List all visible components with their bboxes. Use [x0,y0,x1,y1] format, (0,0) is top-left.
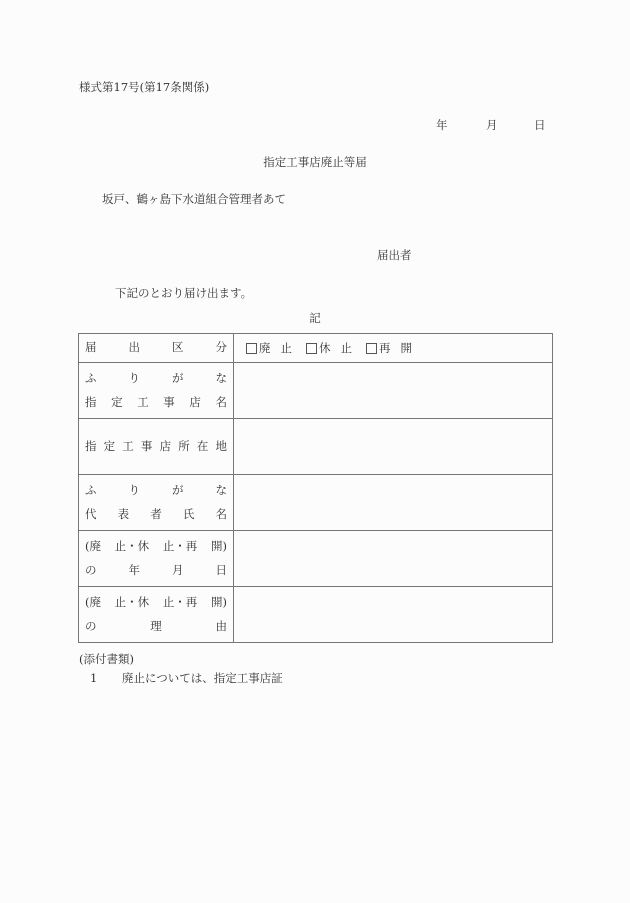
date-year: 年 [436,118,448,132]
ki-heading: 記 [309,311,321,325]
table-row [79,363,553,419]
option-abolish[interactable]: 廃 止 [246,340,292,356]
contractor-name-field[interactable] [234,363,553,419]
label-contractor-name: ふ り が な 指 定 工 事 店 名 [79,363,234,419]
label-reason: (廃 止・休 止・再 開) の 理 由 [79,587,234,643]
contractor-address-field[interactable] [234,419,553,475]
date-line [436,120,546,132]
date-day: 日 [534,118,546,132]
checkbox-icon[interactable] [306,343,317,354]
form-number: 様式第17号(第17条関係) [79,80,210,94]
effective-date-field[interactable] [234,531,553,587]
notification-table [78,333,553,643]
notification-type-options [234,334,553,363]
option-suspend[interactable]: 休 止 [306,340,352,356]
table-row [79,531,553,587]
table-row [79,475,553,531]
reason-field[interactable] [234,587,553,643]
attachment-text: 廃止については、指定工事店証 [122,671,283,685]
attachments-heading: (添付書類) [79,652,134,666]
representative-name-field[interactable] [234,475,553,531]
label-representative-name: ふ り が な 代 表 者 氏 名 [79,475,234,531]
label-contractor-address: 指 定 工 事 店 所 在 地 [79,419,234,475]
checkbox-icon[interactable] [246,343,257,354]
attachment-item [90,673,283,685]
checkbox-icon[interactable] [366,343,377,354]
option-resume[interactable]: 再 開 [366,340,412,356]
intro-text: 下記のとおり届け出ます。 [115,286,253,300]
table-row [79,334,553,363]
table-row [79,587,553,643]
document-title: 指定工事店廃止等届 [263,155,367,169]
addressee: 坂戸、鶴ヶ島下水道組合管理者あて [102,192,286,206]
applicant-label: 届出者 [377,248,412,262]
table-row [79,419,553,475]
attachment-number: 1 [90,671,98,685]
label-effective-date: (廃 止・休 止・再 開) の 年 月 日 [79,531,234,587]
date-month: 月 [486,118,498,132]
label-notification-type: 届 出 区 分 [79,334,234,363]
